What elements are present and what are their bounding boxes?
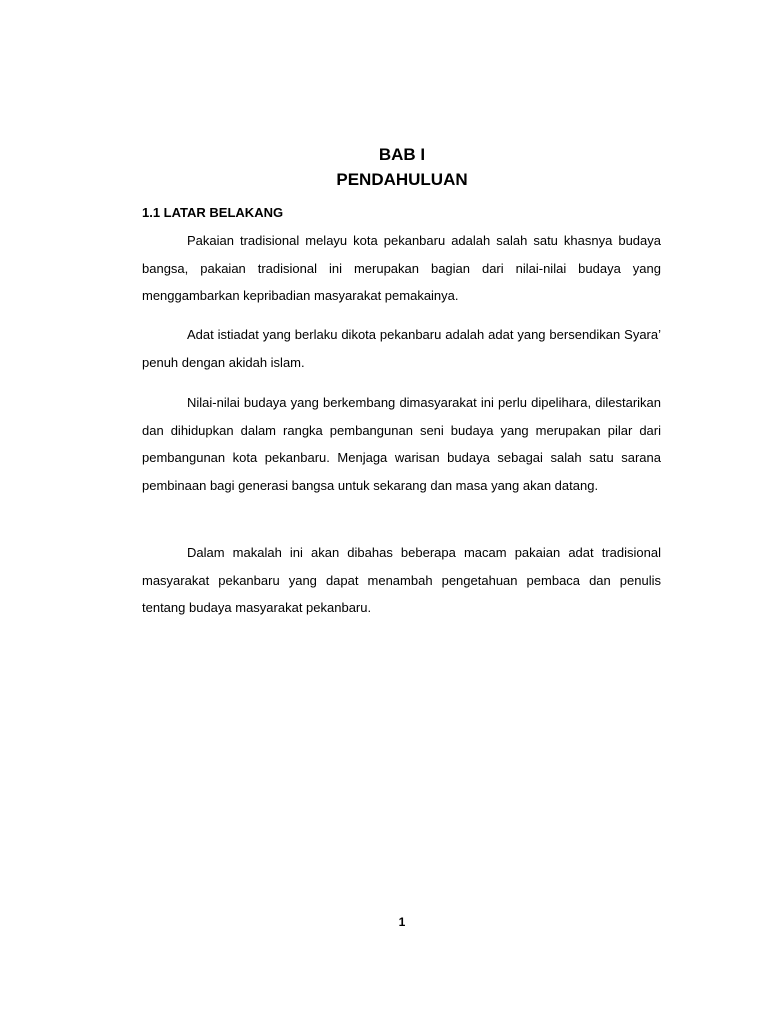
page-number: 1 bbox=[398, 915, 406, 929]
paragraph-2: Adat istiadat yang berlaku dikota pekanbaru adalah adat yang bersendikan Syara’ penuh dengan akidah islam. bbox=[142, 327, 661, 370]
paragraph-4: Dalam makalah ini akan dibahas beberapa macam pakaian adat tradisional masyarakat pekanbaru yang dapat menambah pengetahuan pembaca dan penulis tentang budaya masyarakat pekanbaru. bbox=[142, 545, 661, 616]
chapter-title: PENDAHULUAN bbox=[336, 170, 468, 189]
chapter-number: BAB I bbox=[378, 145, 426, 164]
paragraph-3: Nilai-nilai budaya yang berkembang dimasyarakat ini perlu dipelihara, dilestarikan dan dihidupkan dalam rangka pembangunan seni budaya yang merupakan pilar dari pembangunan kota pekanbaru. Menjaga warisan budaya sebagai salah satu sarana pembinaan bagi generasi bangsa untuk sekarang dan masa yang akan datang. bbox=[142, 395, 661, 493]
section-heading: 1.1 LATAR BELAKANG bbox=[142, 205, 284, 220]
paragraph-1: Pakaian tradisional melayu kota pekanbaru adalah salah satu khasnya budaya bangsa, pakaian tradisional ini merupakan bagian dari nilai-nilai budaya yang menggambarkan kepribadian masyarakat pemakainya. bbox=[142, 233, 661, 304]
